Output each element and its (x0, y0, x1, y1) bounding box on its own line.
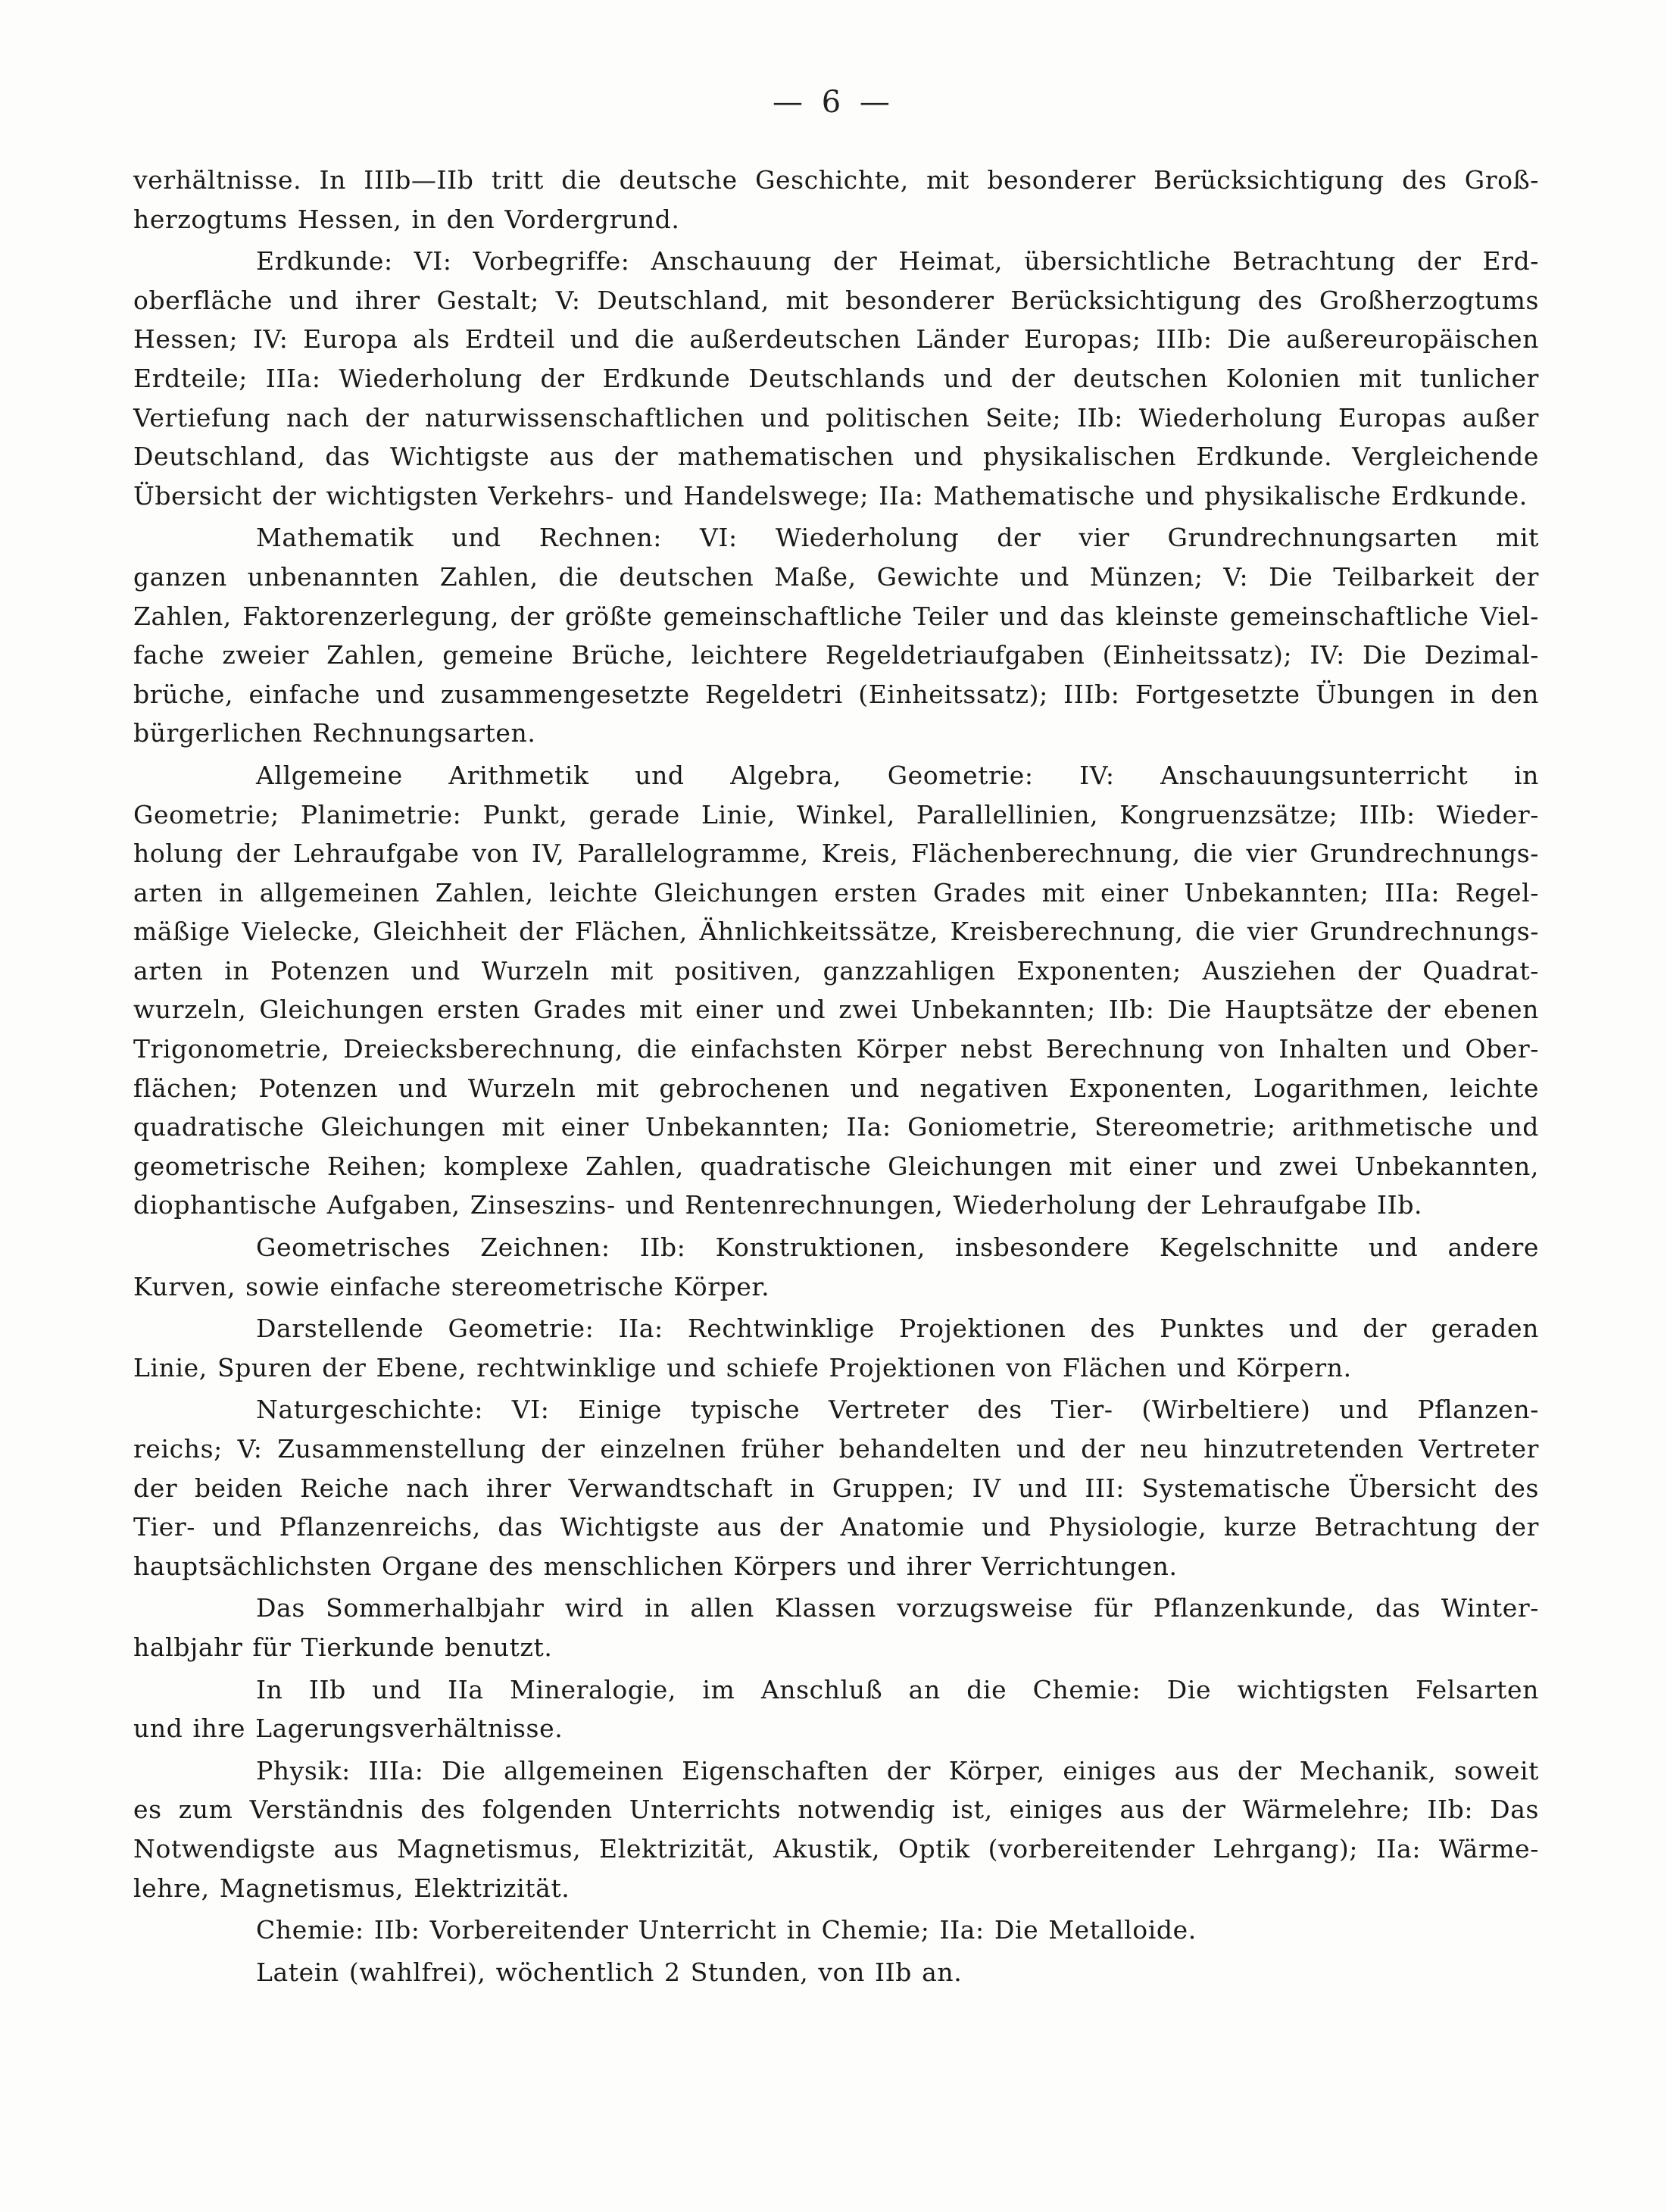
text-line: In IIb und IIa Mineralogie, im Anschluß an die Chemie: Die wichtigsten Felsarten (256, 1674, 1539, 1704)
text-line: hauptsächlichsten Organe des menschlichen Körpers und ihrer Verrichtungen. (133, 1551, 1178, 1581)
text-line: Allgemeine Arithmetik und Algebra, Geometrie: IV: Anschauungsunterricht in (256, 760, 1539, 790)
text-line: verhältnisse. In IIIb—IIb tritt die deutsche Geschichte, mit besonderer Berücksichtigung des Groß- (133, 165, 1539, 195)
text-line: Hessen; IV: Europa als Erdteil und die außerdeutschen Länder Europas; IIIb: Die außereuropäischen (133, 324, 1539, 355)
text-line: Vertiefung nach der naturwissenschaftlichen und politischen Seite; IIb: Wiederholung Europas außer (133, 402, 1539, 433)
paragraph-darstellende-geometrie (133, 1309, 1539, 1387)
text-line: Kurven, sowie einfache stereometrische Körper. (133, 1271, 770, 1301)
text-line: quadratische Gleichungen mit einer Unbekannten; IIa: Goniometrie, Stereometrie; arithmetische und (133, 1112, 1539, 1142)
text-line: wurzeln, Gleichungen ersten Grades mit einer und zwei Unbekannten; IIb: Die Hauptsätze der ebenen (133, 995, 1539, 1025)
text-line: halbjahr für Tierkunde benutzt. (133, 1632, 553, 1662)
paragraph-chemie (133, 1911, 1539, 1950)
text-line: geometrische Reihen; komplexe Zahlen, quadratische Gleichungen mit einer und zwei Unbekannten, (133, 1151, 1539, 1181)
text-line: Erdteile; IIIa: Wiederholung der Erdkunde Deutschlands und der deutschen Kolonien mit tunlicher (133, 363, 1539, 393)
text-line: diophantische Aufgaben, Zinseszins- und Rentenrechnungen, Wiederholung der Lehraufgabe IIb. (133, 1190, 1423, 1220)
text-line: Physik: IIIa: Die allgemeinen Eigenschaften der Körper, einiges aus der Mechanik, soweit (256, 1755, 1539, 1786)
paragraph-mathematik (133, 518, 1539, 753)
text-line: Latein (wahlfrei), wöchentlich 2 Stunden, von IIb an. (256, 1957, 963, 1987)
text-line: Chemie: IIb: Vorbereitender Unterricht in Chemie; IIa: Die Metalloide. (256, 1915, 1197, 1945)
text-line: brüche, einfache und zusammengesetzte Regeldetri (Einheitssatz); IIIb: Fortgesetzte Übungen in den (133, 679, 1539, 709)
text-line: Geometrie; Planimetrie: Punkt, gerade Linie, Winkel, Parallellinien, Kongruenzsätze; IIIb: Wieder- (133, 799, 1539, 830)
text-line: Naturgeschichte: VI: Einige typische Vertreter des Tier- (Wirbeltiere) und Pflanzen- (256, 1395, 1539, 1425)
paragraph-geometrisches-zeichnen (133, 1228, 1539, 1306)
text-line: arten in Potenzen und Wurzeln mit positiven, ganzzahligen Exponenten; Ausziehen der Quadrat- (133, 955, 1539, 986)
text-line: Geometrisches Zeichnen: IIb: Konstruktionen, insbesondere Kegelschnitte und andere (256, 1233, 1539, 1263)
text-line: Das Sommerhalbjahr wird in allen Klassen vorzugsweise für Pflanzenkunde, das Winter- (256, 1593, 1539, 1623)
body-text (133, 161, 1539, 1992)
text-line: holung der Lehraufgabe von IV, Parallelogramme, Kreis, Flächenberechnung, die vier Grundrechnungs- (133, 839, 1539, 869)
text-line: arten in allgemeinen Zahlen, leichte Gleichungen ersten Grades mit einer Unbekannten; IIIa: Regel- (133, 877, 1539, 908)
paragraph-arithmetik-algebra-geometrie (133, 756, 1539, 1225)
text-line: Notwendigste aus Magnetismus, Elektrizität, Akustik, Optik (vorbereitender Lehrgang); IIa: Wärme- (133, 1833, 1539, 1864)
text-line: es zum Verständnis des folgenden Unterrichts notwendig ist, einiges aus der Wärmelehre; IIb: Das (133, 1795, 1539, 1825)
text-line: Tier- und Pflanzenreichs, das Wichtigste aus der Anatomie und Physiologie, kurze Betrachtung der (133, 1512, 1539, 1542)
text-line: herzogtums Hessen, in den Vordergrund. (133, 204, 680, 234)
paragraph-physik (133, 1751, 1539, 1907)
text-line: Trigonometrie, Dreiecksberechnung, die einfachsten Körper nebst Berechnung von Inhalten und Ober- (133, 1034, 1539, 1064)
text-line: und ihre Lagerungsverhältnisse. (133, 1714, 563, 1744)
text-line: oberfläche und ihrer Gestalt; V: Deutschland, mit besonderer Berücksichtigung des Großherzogtums (133, 285, 1539, 315)
text-line: Deutschland, das Wichtigste aus der mathematischen und physikalischen Erdkunde. Vergleichende (133, 442, 1539, 472)
text-line: ganzen unbenannten Zahlen, die deutschen Maße, Gewichte und Münzen; V: Die Teilbarkeit der (133, 561, 1539, 592)
paragraph-erdkunde (133, 242, 1539, 515)
text-line: flächen; Potenzen und Wurzeln mit gebrochenen und negativen Exponenten, Logarithmen, leichte (133, 1073, 1539, 1103)
page-number: — 6 — (773, 85, 894, 120)
text-line: Übersicht der wichtigsten Verkehrs- und Handelswege; IIa: Mathematische und physikalische Erdkunde. (133, 480, 1528, 511)
text-line: lehre, Magnetismus, Elektrizität. (133, 1873, 570, 1903)
text-line: Mathematik und Rechnen: VI: Wiederholung der vier Grundrechnungsarten mit (256, 523, 1539, 553)
text-line: Darstellende Geometrie: IIa: Rechtwinklige Projektionen des Punktes und der geraden (256, 1314, 1539, 1344)
paragraph-naturgeschichte (133, 1390, 1539, 1586)
text-line: Linie, Spuren der Ebene, rechtwinklige und schiefe Projektionen von Flächen und Körpern. (133, 1352, 1352, 1382)
paragraph-latein (133, 1953, 1539, 1992)
paragraph-sommerhalbjahr (133, 1589, 1539, 1667)
text-line: Erdkunde: VI: Vorbegriffe: Anschauung der Heimat, übersichtliche Betrachtung der Erd- (256, 246, 1539, 276)
text-line: Zahlen, Faktorenzerlegung, der größte gemeinschaftliche Teiler und das kleinste gemeinschaftliche Viel- (133, 601, 1539, 631)
text-line: reichs; V: Zusammenstellung der einzelnen früher behandelten und der neu hinzutretenden Vertreter (133, 1434, 1539, 1464)
text-line: mäßige Vielecke, Gleichheit der Flächen, Ähnlichkeitssätze, Kreisberechnung, die vier Grundrechnungs- (133, 917, 1539, 947)
text-line: bürgerlichen Rechnungsarten. (133, 718, 536, 748)
paragraph-mineralogie (133, 1670, 1539, 1748)
paragraph-geschichte-continued (133, 161, 1539, 239)
text-line: fache zweier Zahlen, gemeine Brüche, leichtere Regeldetriaufgaben (Einheitssatz); IV: Die Dezimal- (133, 640, 1539, 670)
text-line: der beiden Reiche nach ihrer Verwandtschaft in Gruppen; IV und III: Systematische Übersicht des (133, 1473, 1539, 1503)
